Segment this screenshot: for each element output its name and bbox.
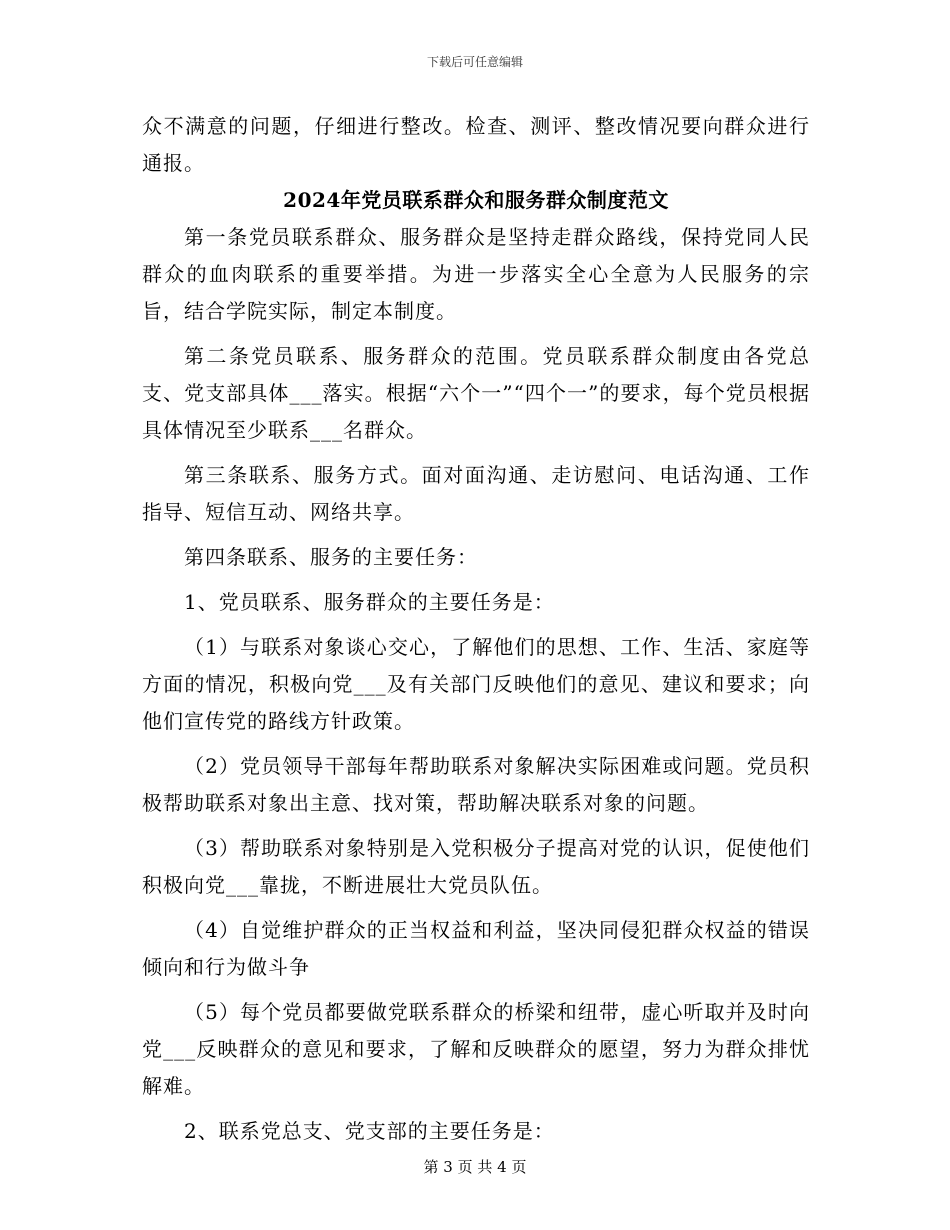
task-1-heading: 1、党员联系、服务群众的主要任务是： [184,590,555,614]
continuation-paragraph: 众不满意的问题，仔细进行整改。检查、测评、整改情况要向群众进行通报。 [142,114,810,175]
document-title: 2024年党员联系群众和服务群众制度范文 [283,188,669,212]
task-item-2: （2）党员领导干部每年帮助联系对象解决实际困难或问题。党员积极帮助联系对象出主意、找对策，帮助解决联系对象的问题。 [142,754,810,815]
article-4-paragraph: 第四条联系、服务的主要任务： [184,545,478,569]
article-1-paragraph: 第一条党员联系群众、服务群众是坚持走群众路线，保持党同人民群众的血肉联系的重要举措。为进一步落实全心全意为人民服务的宗旨，结合学院实际，制定本制度。 [142,225,810,323]
task-item-1: （1）与联系对象谈心交心，了解他们的思想、工作、生活、家庭等方面的情况，积极向党___及有关部门反映他们的意见、建议和要求；向他们宣传党的路线方针政策。 [142,635,810,733]
article-3-paragraph: 第三条联系、服务方式。面对面沟通、走访慰问、电话沟通、工作指导、短信互动、网络共享。 [142,463,810,524]
task-2-heading: 2、联系党总支、党支部的主要任务是： [184,1119,555,1143]
document-body [142,108,810,1150]
page-header: 下载后可任意编辑 [426,55,523,69]
article-2-paragraph: 第二条党员联系、服务群众的范围。党员联系群众制度由各党总支、党支部具体___落实。根据“六个一”“四个一”的要求，每个党员根据具体情况至少联系___名群众。 [142,344,810,442]
task-item-5: （5）每个党员都要做党联系群众的桥梁和纽带，虚心听取并及时向党___反映群众的意见和要求，了解和反映群众的愿望，努力为群众排忧解难。 [142,1000,810,1098]
task-item-4: （4）自觉维护群众的正当权益和利益，坚决同侵犯群众权益的错误倾向和行为做斗争 [142,918,810,979]
page-number: 第 3 页 共 4 页 [423,1158,527,1176]
task-item-3: （3）帮助联系对象特别是入党积极分子提高对党的认识，促使他们积极向党___靠拢，不断进展壮大党员队伍。 [142,836,810,897]
